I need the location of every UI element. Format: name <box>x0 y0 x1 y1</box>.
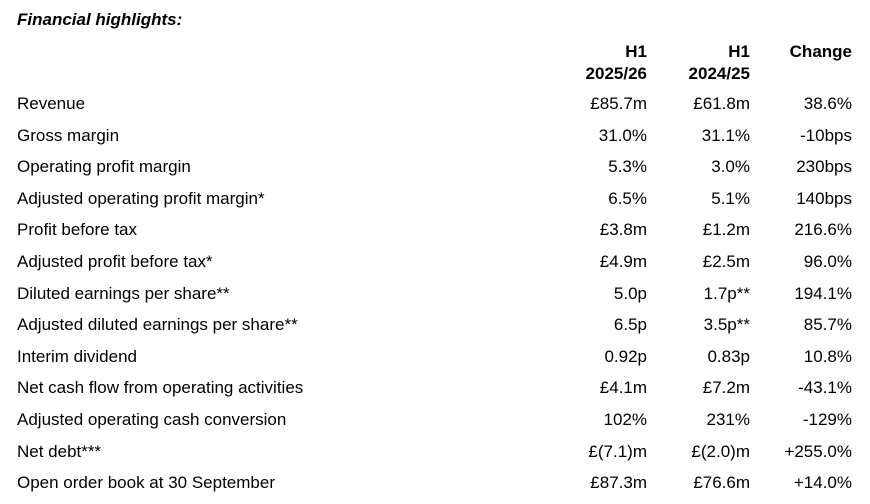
highlights-table <box>0 93 870 504</box>
cell-h1-2025-26: 6.5% <box>608 188 647 208</box>
cell-h1-2024-25: £76.6m <box>693 473 750 493</box>
cell-h1-2024-25: 0.83p <box>707 346 750 366</box>
cell-h1-2024-25: 3.0% <box>711 157 750 177</box>
cell-change: 38.6% <box>803 94 852 113</box>
row-label: Adjusted operating cash conversion <box>17 409 287 429</box>
row-label: Operating profit margin <box>17 157 191 177</box>
table-row <box>0 219 870 251</box>
table-row <box>0 125 870 157</box>
row-label: Diluted earnings per share** <box>17 283 230 303</box>
table-row <box>0 377 870 409</box>
cell-change: 230bps <box>796 157 852 177</box>
cell-h1-2024-25: £61.8m <box>693 94 750 113</box>
cell-h1-2024-25: £7.2m <box>702 378 750 398</box>
cell-h1-2024-25: £1.2m <box>702 220 750 240</box>
column-header-h1-2024-25 <box>689 41 750 85</box>
row-label: Revenue <box>17 94 86 113</box>
cell-change: 96.0% <box>803 251 852 271</box>
cell-h1-2025-26: £3.8m <box>599 220 647 240</box>
cell-h1-2024-25: 1.7p** <box>703 283 750 303</box>
cell-h1-2025-26: £4.1m <box>599 378 647 398</box>
cell-change: 10.8% <box>803 346 852 366</box>
row-label: Adjusted diluted earnings per share** <box>17 315 298 335</box>
cell-h1-2025-26: £87.3m <box>590 473 647 493</box>
cell-h1-2025-26: 102% <box>603 409 647 429</box>
column-header-line: Change <box>789 42 852 61</box>
row-label: Adjusted operating profit margin* <box>17 188 265 208</box>
column-header-h1-2025-26 <box>586 41 647 85</box>
column-header-change <box>790 41 852 63</box>
cell-h1-2024-25: £2.5m <box>702 251 750 271</box>
table-row <box>0 346 870 378</box>
row-label: Open order book at 30 September <box>17 473 275 493</box>
row-label: Profit before tax <box>17 220 138 240</box>
table-row <box>0 441 870 473</box>
cell-change: -43.1% <box>798 378 852 398</box>
cell-h1-2025-26: 31.0% <box>598 125 647 145</box>
cell-h1-2025-26: 6.5p <box>613 315 647 335</box>
table-row <box>0 283 870 315</box>
row-label: Net debt*** <box>17 441 102 461</box>
column-header-line: H1 <box>728 42 750 61</box>
row-label: Interim dividend <box>17 346 138 366</box>
row-label: Adjusted profit before tax* <box>17 251 213 271</box>
cell-h1-2025-26: £4.9m <box>599 251 647 271</box>
table-row <box>0 472 870 504</box>
cell-h1-2024-25: £(2.0)m <box>691 441 750 461</box>
cell-h1-2025-26: 5.0p <box>613 283 647 303</box>
cell-h1-2024-25: 31.1% <box>701 125 750 145</box>
table-row <box>0 314 870 346</box>
row-label: Net cash flow from operating activities <box>17 378 304 398</box>
column-header-line: 2024/25 <box>688 64 750 83</box>
cell-h1-2024-25: 231% <box>706 409 750 429</box>
cell-h1-2024-25: 5.1% <box>711 188 750 208</box>
table-row <box>0 409 870 441</box>
cell-h1-2025-26: 0.92p <box>604 346 647 366</box>
table-row <box>0 188 870 220</box>
cell-change: 140bps <box>796 188 852 208</box>
cell-change: 216.6% <box>794 220 852 240</box>
cell-h1-2025-26: 5.3% <box>608 157 647 177</box>
cell-h1-2025-26: £85.7m <box>590 94 647 113</box>
cell-change: +255.0% <box>784 441 852 461</box>
column-header-line: 2025/26 <box>585 64 647 83</box>
cell-change: 85.7% <box>803 315 852 335</box>
cell-h1-2024-25: 3.5p** <box>703 315 750 335</box>
column-header-line: H1 <box>625 42 647 61</box>
cell-change: 194.1% <box>794 283 852 303</box>
cell-change: +14.0% <box>793 473 852 493</box>
table-row <box>0 251 870 283</box>
cell-h1-2025-26: £(7.1)m <box>588 441 647 461</box>
cell-change: -129% <box>802 409 852 429</box>
page-title: Financial highlights: <box>17 10 183 29</box>
row-label: Gross margin <box>17 125 120 145</box>
table-row <box>0 156 870 188</box>
table-row <box>0 93 870 125</box>
cell-change: -10bps <box>800 125 852 145</box>
